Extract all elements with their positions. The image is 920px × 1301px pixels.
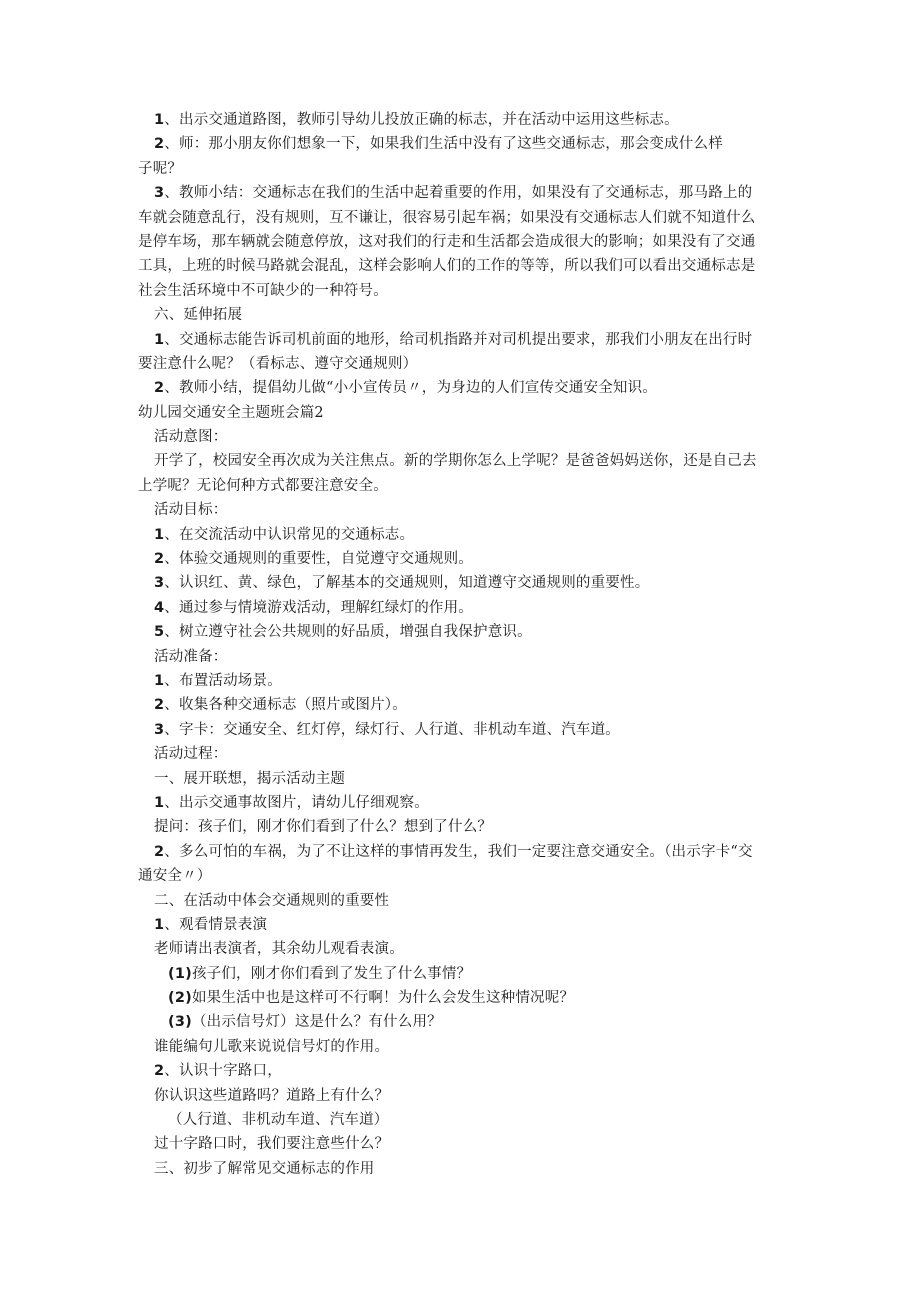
line-text: 、字卡：交通安全、红灯停，绿灯行、人行道、非机动车道、汽车道。	[164, 721, 620, 738]
document-page	[138, 108, 788, 1181]
line-text: 、观看情景表演	[164, 916, 268, 933]
list-number: 2	[154, 697, 165, 714]
text-line	[138, 108, 788, 132]
text-line	[138, 279, 788, 303]
text-line	[138, 986, 788, 1010]
list-number: (2)	[168, 990, 192, 1007]
line-text: 通安全〃）	[138, 868, 212, 885]
list-number: 2	[154, 1063, 165, 1080]
text-line	[138, 498, 788, 522]
line-text: 开学了，校园安全再次成为关注焦点。新的学期你怎么上学呢？是爸爸妈妈送你，还是自己去	[154, 453, 757, 470]
line-text: 提问：孩子们，刚才你们看到了什么？想到了什么？	[154, 819, 493, 836]
text-line	[138, 645, 788, 669]
text-line	[138, 1035, 788, 1059]
list-number: 1	[154, 672, 165, 689]
text-line	[138, 620, 788, 644]
text-line	[138, 254, 788, 278]
text-line	[138, 889, 788, 913]
list-number: 4	[154, 599, 165, 616]
list-number: 5	[154, 624, 165, 641]
list-number: 2	[154, 380, 165, 397]
line-text: 幼儿园交通安全主题班会篇2	[138, 404, 324, 421]
text-line	[138, 547, 788, 571]
text-line	[138, 840, 788, 864]
line-text: 、教师小结，提倡幼儿做“小小宣传员〃，为身边的人们宣传交通安全知识。	[164, 380, 658, 397]
list-number: 2	[154, 843, 165, 860]
list-number: 1	[154, 526, 165, 543]
text-line	[138, 1157, 788, 1181]
line-text: 三、初步了解常见交通标志的作用	[154, 1160, 375, 1177]
line-text: 、认识红、黄、绿色，了解基本的交通规则，知道遵守交通规则的重要性。	[164, 575, 650, 592]
text-line	[138, 523, 788, 547]
text-line	[138, 132, 788, 156]
text-line	[138, 669, 788, 693]
list-number: 1	[154, 331, 165, 348]
list-number: 1	[154, 794, 165, 811]
text-line	[138, 718, 788, 742]
text-line	[138, 767, 788, 791]
line-text: 老师请出表演者，其余幼儿观看表演。	[154, 941, 404, 958]
text-line	[138, 596, 788, 620]
line-text: 、收集各种交通标志（照片或图片）。	[164, 697, 407, 714]
line-text: 谁能编句儿歌来说说信号灯的作用。	[154, 1038, 390, 1055]
line-text: 一、展开联想，揭示活动主题	[154, 770, 346, 787]
line-text: 、交通标志能告诉司机前面的地形，给司机指路并对司机提出要求，那我们小朋友在出行时	[164, 331, 753, 348]
line-text: 、认识十字路口，	[164, 1063, 282, 1080]
line-text: 要注意什么呢？（看标志、遵守交通规则）	[138, 355, 418, 372]
line-text: 二、在活动中体会交通规则的重要性	[154, 892, 390, 909]
line-text: 、体验交通规则的重要性，自觉遵守交通规则。	[164, 551, 473, 568]
list-number: (3)	[168, 1014, 192, 1031]
text-line	[138, 425, 788, 449]
line-text: 活动准备：	[154, 648, 228, 665]
text-line	[138, 913, 788, 937]
text-line	[138, 815, 788, 839]
text-line	[138, 791, 788, 815]
line-text: 活动意图：	[154, 429, 228, 446]
text-line	[138, 181, 788, 205]
line-text: 活动过程：	[154, 746, 228, 763]
list-number: 3	[154, 575, 165, 592]
text-line	[138, 352, 788, 376]
text-line	[138, 864, 788, 888]
line-text: 、出示交通道路图，教师引导幼儿投放正确的标志，并在活动中运用这些标志。	[164, 112, 679, 128]
text-line	[138, 474, 788, 498]
list-number: 1	[154, 112, 165, 128]
text-line	[138, 328, 788, 352]
text-line	[138, 693, 788, 717]
line-text: 社会生活环境中不可缺少的一种符号。	[138, 282, 388, 299]
line-text: 上学呢？无论何种方式都要注意安全。	[138, 477, 388, 494]
text-line	[138, 206, 788, 230]
line-text: （人行道、非机动车道、汽车道）	[168, 1112, 389, 1129]
line-text: 六、延伸拓展	[154, 307, 243, 324]
line-text: 是停车场，那车辆就会随意停放，这对我们的行走和生活都会造成很大的影响；如果没有了交通	[138, 233, 756, 250]
text-line	[138, 571, 788, 595]
line-text: 活动目标：	[154, 502, 228, 519]
line-text: 工具，上班的时候马路就会混乱，这样会影响人们的工作的等等，所以我们可以看出交通标志是	[138, 258, 756, 275]
line-text: 、通过参与情境游戏活动，理解红绿灯的作用。	[164, 599, 473, 616]
line-text: 、教师小结：交通标志在我们的生活中起着重要的作用，如果没有了交通标志，那马路上的	[164, 185, 753, 202]
list-number: 3	[154, 185, 165, 202]
line-text: 如果生活中也是这样可不行啊！为什么会发生这种情况呢？	[191, 990, 575, 1007]
text-line	[138, 1108, 788, 1132]
text-line	[138, 1132, 788, 1156]
line-text: 你认识这些道路吗？道路上有什么？	[154, 1087, 390, 1104]
text-line	[138, 303, 788, 327]
text-line	[138, 376, 788, 400]
line-text: 、布置活动场景。	[164, 672, 282, 689]
line-text: 、在交流活动中认识常见的交通标志。	[164, 526, 415, 543]
line-text: 、师：那小朋友你们想象一下，如果我们生活中没有了这些交通标志，那会变成什么样	[164, 136, 723, 153]
text-line	[138, 962, 788, 986]
line-text: 孩子们，刚才你们看到了发生了什么事情？	[191, 965, 472, 982]
text-line	[138, 230, 788, 254]
list-number: 1	[154, 916, 165, 933]
text-line	[138, 157, 788, 181]
text-line	[138, 1059, 788, 1083]
line-text: （出示信号灯）这是什么？有什么用？	[191, 1014, 442, 1031]
text-line	[138, 937, 788, 961]
line-text: 、出示交通事故图片，请幼儿仔细观察。	[164, 794, 429, 811]
list-number: 2	[154, 551, 165, 568]
list-number: 2	[154, 136, 165, 153]
text-line	[138, 1084, 788, 1108]
line-text: 过十字路口时，我们要注意些什么？	[154, 1136, 390, 1153]
line-text: 、多么可怕的车祸，为了不让这样的事情再发生，我们一定要注意交通安全。（出示字卡“交	[164, 843, 753, 860]
text-line	[138, 401, 788, 425]
text-line	[138, 449, 788, 473]
text-line	[138, 1010, 788, 1034]
line-text: 、树立遵守社会公共规则的好品质，增强自我保护意识。	[164, 624, 532, 641]
list-number: 3	[154, 721, 165, 738]
text-line	[138, 742, 788, 766]
list-number: (1)	[168, 965, 192, 982]
line-text: 车就会随意乱行，没有规则，互不谦让，很容易引起车祸；如果没有交通标志人们就不知道什么	[138, 209, 756, 226]
line-text: 子呢？	[138, 160, 183, 177]
